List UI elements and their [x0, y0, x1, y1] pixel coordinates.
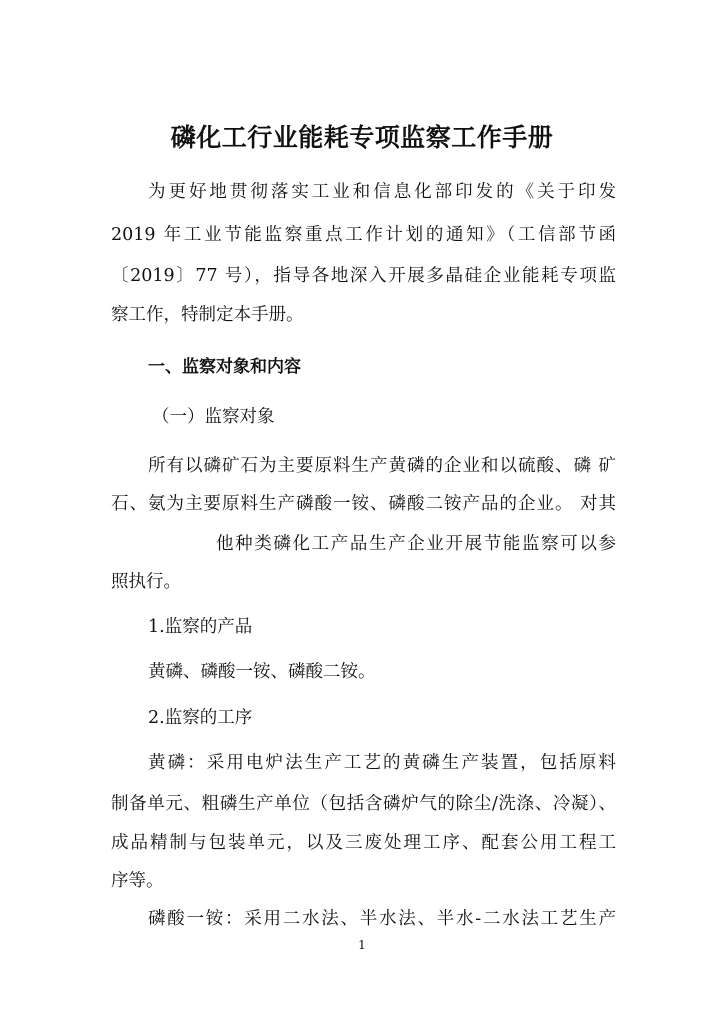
- page-number: 1: [358, 938, 366, 952]
- intro-line-4: 察工作，特制定本手册。: [111, 305, 304, 325]
- object-line-1: 所有以磷矿石为主要原料生产黄磷的企业和以硫酸、磷 矿: [148, 456, 616, 476]
- intro-line-1: 为更好地贯彻落实工业和信息化部印发的《关于印发: [148, 182, 616, 202]
- intro-line-3: 〔2019〕77 号），指导各地深入开展多晶硅企业能耗专项监: [111, 266, 616, 286]
- intro-line-2: 2019 年工业节能监察重点工作计划的通知》（工信部节函: [111, 225, 616, 245]
- process-line-1: 黄磷：采用电炉法生产工艺的黄磷生产装置，包括原料: [148, 753, 616, 773]
- object-line-3: 他种类磷化工产品生产企业开展节能监察可以参: [216, 534, 616, 554]
- subsection-heading: （一）监察对象: [152, 407, 275, 427]
- page-title: 磷化工行业能耗专项监察工作手册: [170, 123, 554, 152]
- section-heading: 一、监察对象和内容: [148, 357, 301, 377]
- process-line-3: 成品精制与包装单元，以及三废处理工序、配套公用工程工: [111, 833, 616, 853]
- process-line-5: 磷酸一铵：采用二水法、半水法、半水-二水法工艺生产: [148, 909, 616, 929]
- object-line-2: 石、氨为主要原料生产磷酸一铵、磷酸二铵产品的企业。 对其: [111, 494, 616, 514]
- item-heading-processes: 2.监察的工序: [148, 708, 253, 728]
- item-heading-products: 1.监察的产品: [148, 617, 253, 637]
- process-line-2: 制备单元、粗磷生产单位（包括含磷炉气的除尘/洗涤、冷凝）、: [111, 794, 616, 814]
- process-line-4: 序等。: [111, 871, 164, 891]
- object-line-4: 照执行。: [111, 572, 181, 592]
- products-text: 黄磷、磷酸一铵、磷酸二铵。: [148, 662, 376, 682]
